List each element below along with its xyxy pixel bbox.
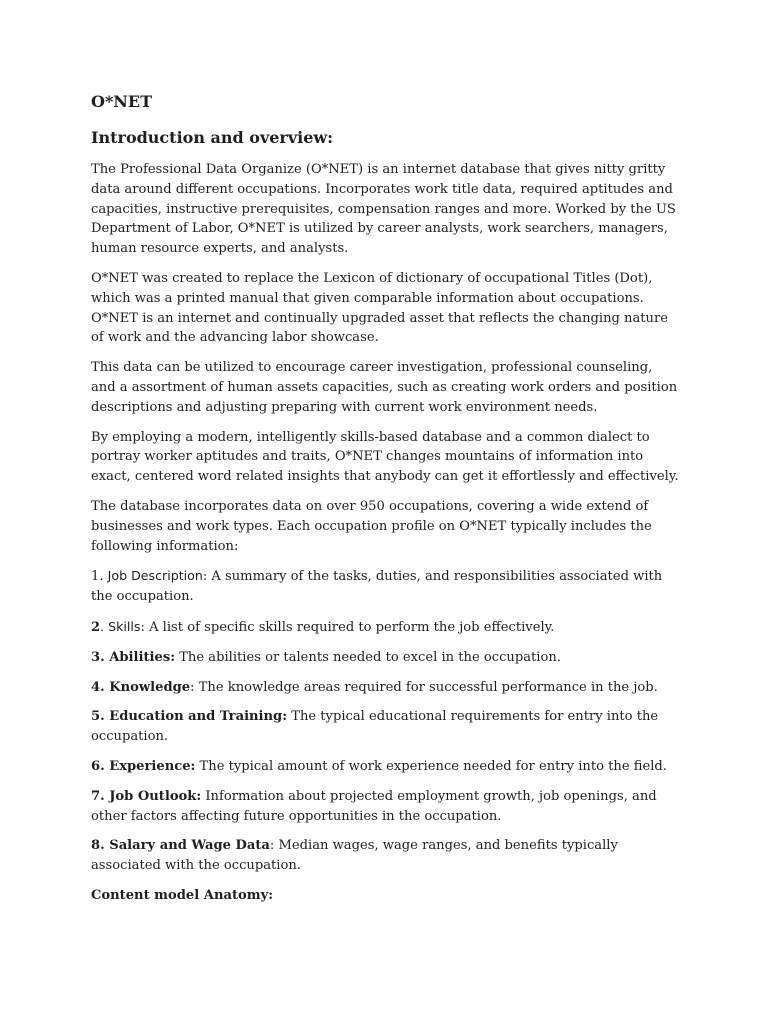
- list-item-experience: [91, 757, 681, 777]
- list-number: 5.: [91, 709, 105, 725]
- list-text: The abilities or talents needed to excel in the occupation.: [175, 649, 561, 665]
- list-term: Job Outlook:: [104, 788, 202, 804]
- content-model-heading: Content model Anatomy:: [91, 887, 274, 903]
- list-number: 4.: [91, 679, 105, 695]
- list-text: The typical amount of work experience needed for entry into the field.: [195, 758, 667, 774]
- list-number: 1.: [91, 569, 104, 585]
- list-text: A list of specific skills required to perform the job effectively.: [144, 619, 555, 635]
- list-item-job-outlook: [91, 787, 681, 827]
- list-text: Information about projected employment growth, job openings, and other factors affecting future opportunities in the occupation.: [91, 788, 657, 824]
- paragraph-4: By employing a modern, intelligently skills-based database and a common dialect to portray worker aptitudes and traits, O*NET changes mountains of information into exact, centered word related insights that anybody can get it effortlessly and effectively.: [91, 429, 679, 485]
- list-item-education: [91, 707, 681, 747]
- paragraph-5: The database incorporates data on over 950 occupations, covering a wide extend of businesses and work types. Each occupation profile on O*NET typically includes the following information:: [91, 498, 652, 554]
- paragraph-3: This data can be utilized to encourage career investigation, professional counseling, and a assortment of human assets capacities, such as creating work orders and position descriptions and adjusting preparing with current work environment needs.: [91, 360, 678, 415]
- list-separator: :: [190, 679, 195, 695]
- list-number: 3.: [91, 649, 105, 665]
- list-item-job-description: [91, 566, 681, 607]
- list-term: Education and Training:: [104, 709, 288, 725]
- list-text: Median wages, wage ranges, and benefits typically associated with the occupation.: [91, 838, 618, 874]
- document-title: O*NET: [91, 92, 153, 111]
- list-text: The knowledge areas required for successful performance in the job.: [194, 679, 658, 695]
- list-item-skills: [91, 617, 681, 638]
- paragraph-1: The Professional Data Organize (O*NET) is an internet database that gives nitty gritty data around different occupations. Incorporates work title data, required aptitudes and capacities, instructive prerequisites, compensation ranges and more. Worked by the US Department of Labor, O*NET is utilized by career analysts, work searchers, managers, human resource experts, and analysts.: [91, 162, 676, 257]
- list-item-abilities: [91, 648, 681, 668]
- paragraph-2: O*NET was created to replace the Lexicon of dictionary of occupational Titles (Dot), which was a printed manual that given comparable information about occupations. O*NET is an internet and continually upgraded asset that reflects the changing nature of work and the advancing labor showcase.: [91, 270, 668, 346]
- intro-heading: Introduction and overview:: [91, 128, 334, 147]
- list-text: The typical educational requirements for entry into the occupation.: [91, 709, 659, 745]
- list-item-knowledge: [91, 678, 681, 698]
- list-number: 6.: [91, 758, 105, 774]
- list-term: Abilities:: [104, 649, 176, 665]
- list-term: Experience:: [104, 758, 196, 774]
- list-term: Job Description: [107, 568, 203, 584]
- list-number: 7.: [91, 788, 105, 804]
- list-separator: :: [269, 838, 275, 854]
- list-term: . Skills: [100, 618, 141, 634]
- list-item-salary: [91, 836, 681, 876]
- list-separator: :: [140, 619, 145, 635]
- list-term: . Salary and Wage Data: [100, 838, 270, 854]
- document-page: [91, 90, 681, 906]
- list-term: Knowledge: [104, 679, 191, 695]
- list-separator: :: [202, 569, 208, 585]
- list-text: A summary of the tasks, duties, and responsibilities associated with the occupation.: [91, 569, 663, 605]
- list-number: 8: [91, 838, 101, 854]
- list-number: 2: [91, 619, 101, 635]
